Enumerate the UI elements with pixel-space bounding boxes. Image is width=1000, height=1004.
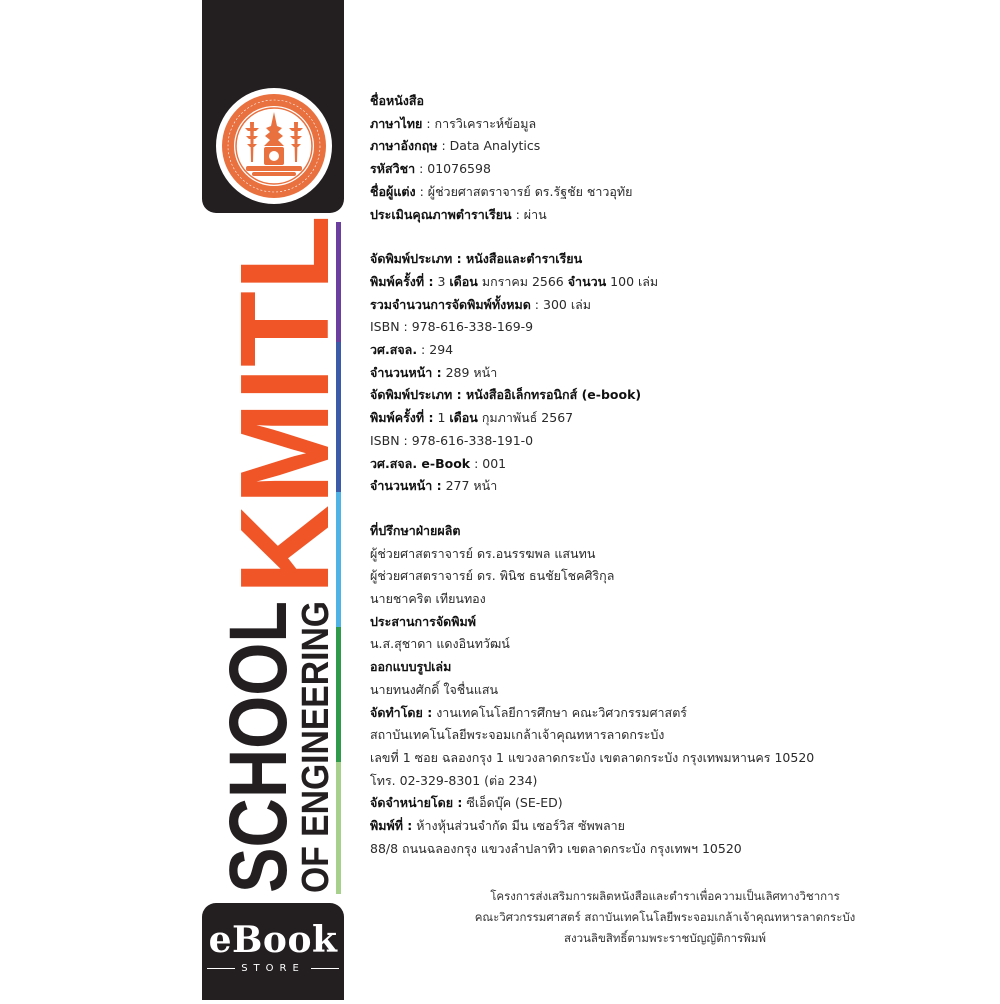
printer-row: พิมพ์ที่ : ห้างหุ้นส่วนจำกัด มีน เซอร์วิส ซัพพลาย — [370, 818, 625, 834]
ebook-badge-subtitle: STORE — [241, 963, 305, 974]
spine-color-bars — [336, 222, 341, 894]
bar-purple — [336, 222, 341, 342]
print-edition-row: พิมพ์ครั้งที่ : 3 เดือน มกราคม 2566 จำนวน 100 เล่ม — [370, 273, 659, 289]
bar-light-green — [336, 762, 341, 894]
bar-cyan — [336, 492, 341, 627]
brand-kmitl: KMITL — [214, 210, 344, 595]
ebook-isbn-row: ISBN : 978-616-338-191-0 — [370, 432, 534, 448]
author-row: ชื่อผู้แต่ง : ผู้ช่วยศาสตราจารย์ ดร.รัฐชัย ชาวอุทัย — [370, 183, 633, 199]
ebook-type-row: จัดพิมพ์ประเภท : หนังสืออิเล็กทรอนิกส์ (e-book) — [370, 387, 642, 403]
bar-blue — [336, 342, 341, 492]
footer-line: สงวนลิขสิทธิ์ตามพระราชบัญญัติการพิมพ์ — [563, 931, 767, 945]
producer-line: สถาบันเทคโนโลยีพระจอมเกล้าเจ้าคุณทหารลาดกระบัง — [370, 727, 665, 743]
english-title-row: ภาษาอังกฤษ : Data Analytics — [370, 138, 541, 154]
ebook-pages-row: จำนวนหน้า : 277 หน้า — [370, 478, 498, 494]
designer-name: นายทนงศักดิ์ ใจชื่นแสน — [370, 681, 499, 697]
ebook-edition-row: พิมพ์ครั้งที่ : 1 เดือน กุมภาพันธ์ 2567 — [370, 410, 574, 426]
print-pages-row: จำนวนหน้า : 289 หน้า — [370, 364, 498, 380]
printer-address: 88/8 ถนนฉลองกรุง แขวงลำปลาทิว เขตลาดกระบัง กรุงเทพฯ 10520 — [370, 840, 742, 856]
producer-line: เลขที่ 1 ซอย ฉลองกรุง 1 แขวงลาดกระบัง เขตลาดกระบัง กรุงเทพมหานคร 10520 — [370, 749, 815, 765]
thai-title-row: ภาษาไทย : การวิเคราะห์ข้อมูล — [370, 115, 537, 131]
course-code-row: รหัสวิชา : 01076598 — [370, 161, 491, 177]
advisor-item: นายชาคริต เทียนทอง — [370, 591, 486, 607]
print-isbn-row: ISBN : 978-616-338-169-9 — [370, 319, 534, 335]
ebook-badge-title: eBook — [208, 919, 338, 961]
footer-line: คณะวิศวกรรมศาสตร์ สถาบันเทคโนโลยีพระจอมเกล้าเจ้าคุณทหารลาดกระบัง — [474, 910, 856, 924]
coordinator-heading: ประสานการจัดพิมพ์ — [370, 613, 477, 629]
book-info — [370, 90, 970, 861]
ebook-store-badge — [202, 903, 344, 1000]
advisor-heading: ที่ปรึกษาฝ่ายผลิต — [370, 522, 461, 538]
design-heading: ออกแบบรูปเล่ม — [370, 659, 452, 675]
distributor-row: จัดจำหน่ายโดย : ซีเอ็ดบุ๊ค (SE-ED) — [370, 795, 563, 811]
producer-row: จัดทำโดย : งานเทคโนโลยีการศึกษา คณะวิศวกรรมศาสตร์ — [370, 704, 688, 720]
producer-line: โทร. 02-329-8301 (ต่อ 234) — [370, 772, 538, 788]
brand-school: SCHOOL — [213, 542, 304, 893]
print-type-row: จัดพิมพ์ประเภท : หนังสือและตำราเรียน — [370, 251, 583, 267]
book-name-heading: ชื่อหนังสือ — [370, 93, 425, 108]
coordinator-name: น.ส.สุชาดา แดงอินทวัฒน์ — [370, 636, 510, 652]
ebook-vs-row: วศ.สจล. e-Book : 001 — [370, 455, 507, 471]
advisor-item: ผู้ช่วยศาสตราจารย์ ดร. พินิช ธนชัยโชคศิริกุล — [370, 568, 615, 584]
quality-row: ประเมินคุณภาพตำราเรียน : ผ่าน — [370, 206, 547, 222]
badge-rule-left — [207, 968, 235, 969]
spine-brand-lettering — [202, 0, 344, 1000]
advisor-item: ผู้ช่วยศาสตราจารย์ ดร.อนรรฆพล แสนทน — [370, 545, 596, 561]
print-vs-row: วศ.สจล. : 294 — [370, 342, 454, 358]
bar-green — [336, 627, 341, 762]
brand-of-engineering: OF ENGINEERING — [295, 563, 337, 893]
print-total-row: รวมจำนวนการจัดพิมพ์ทั้งหมด : 300 เล่ม — [370, 296, 591, 312]
book-spine — [202, 0, 344, 1000]
badge-rule-right — [311, 968, 339, 969]
footer-line: โครงการส่งเสริมการผลิตหนังสือและตำราเพื่อความเป็นเลิศทางวิชาการ — [490, 889, 840, 903]
footer-notice — [340, 886, 990, 949]
